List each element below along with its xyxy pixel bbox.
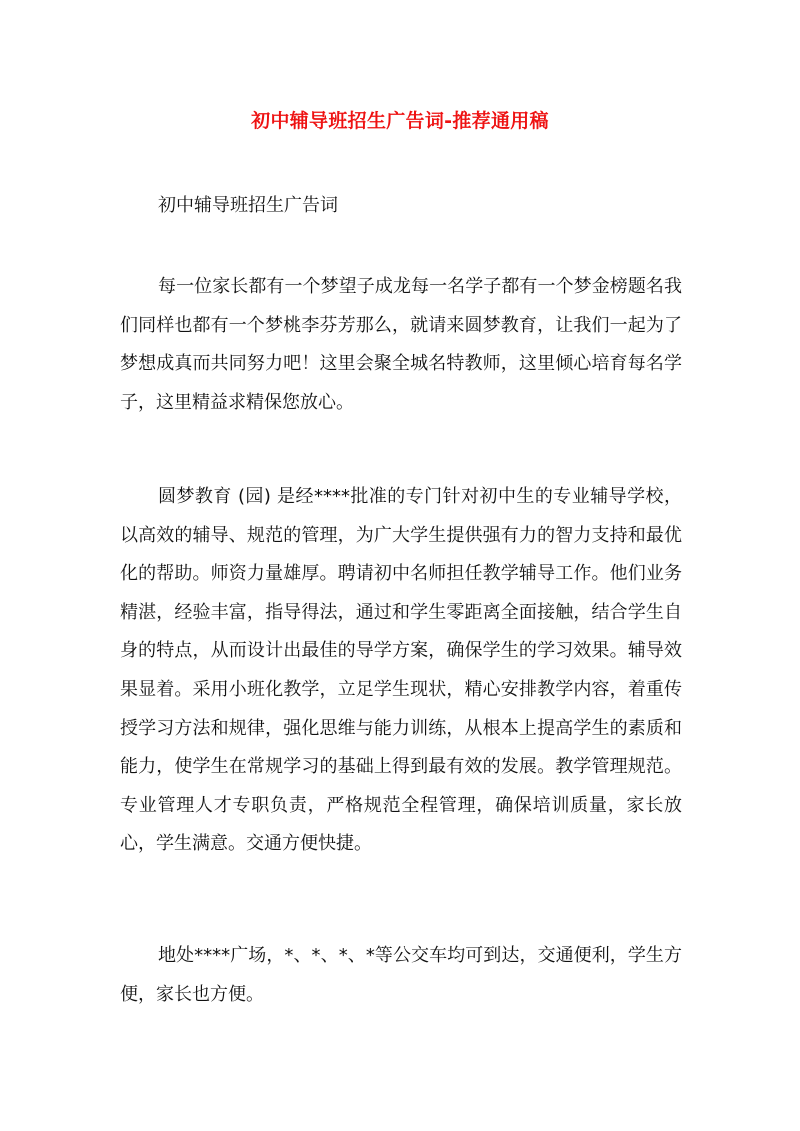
paragraph-location: 地处****广场，*、*、*、*等公交车均可到达，交通便利，学生方便，家长也方便。 <box>120 945 682 1005</box>
paragraph-intro: 每一位家长都有一个梦望子成龙每一名学子都有一个梦金榜题名我们同样也都有一个梦桃李芬芳那么，就请来圆梦教育，让我们一起为了梦想成真而共同努力吧！这里会聚全城名特教师，这里倾心培育每名学子，这里精益求精保您放心。 <box>120 276 682 413</box>
document-title: 初中辅导班招生广告词-推荐通用稿 <box>251 110 549 132</box>
document-subtitle: 初中辅导班招生广告词 <box>158 195 338 216</box>
paragraph-school-description: 圆梦教育 (园) 是经****批准的专门针对初中生的专业辅导学校，以高效的辅导、规范的管理，为广大学生提供强有力的智力支持和最优化的帮助。师资力量雄厚。聘请初中名师担任教学辅导工作。他们业务精湛，经验丰富，指导得法，通过和学生零距离全面接触，结合学生自身的特点，从而设计出最佳的导学方案，确保学生的学习效果。辅导效果显着。采用小班化教学，立足学生现状，精心安排教学内容，着重传授学习方法和规律，强化思维与能力训练，从根本上提高学生的素质和能力，使学生在常规学习的基础上得到最有效的发展。教学管理规范。专业管理人才专职负责，严格规范全程管理，确保培训质量，家长放心，学生满意。交通方便快捷。 <box>120 486 682 855</box>
